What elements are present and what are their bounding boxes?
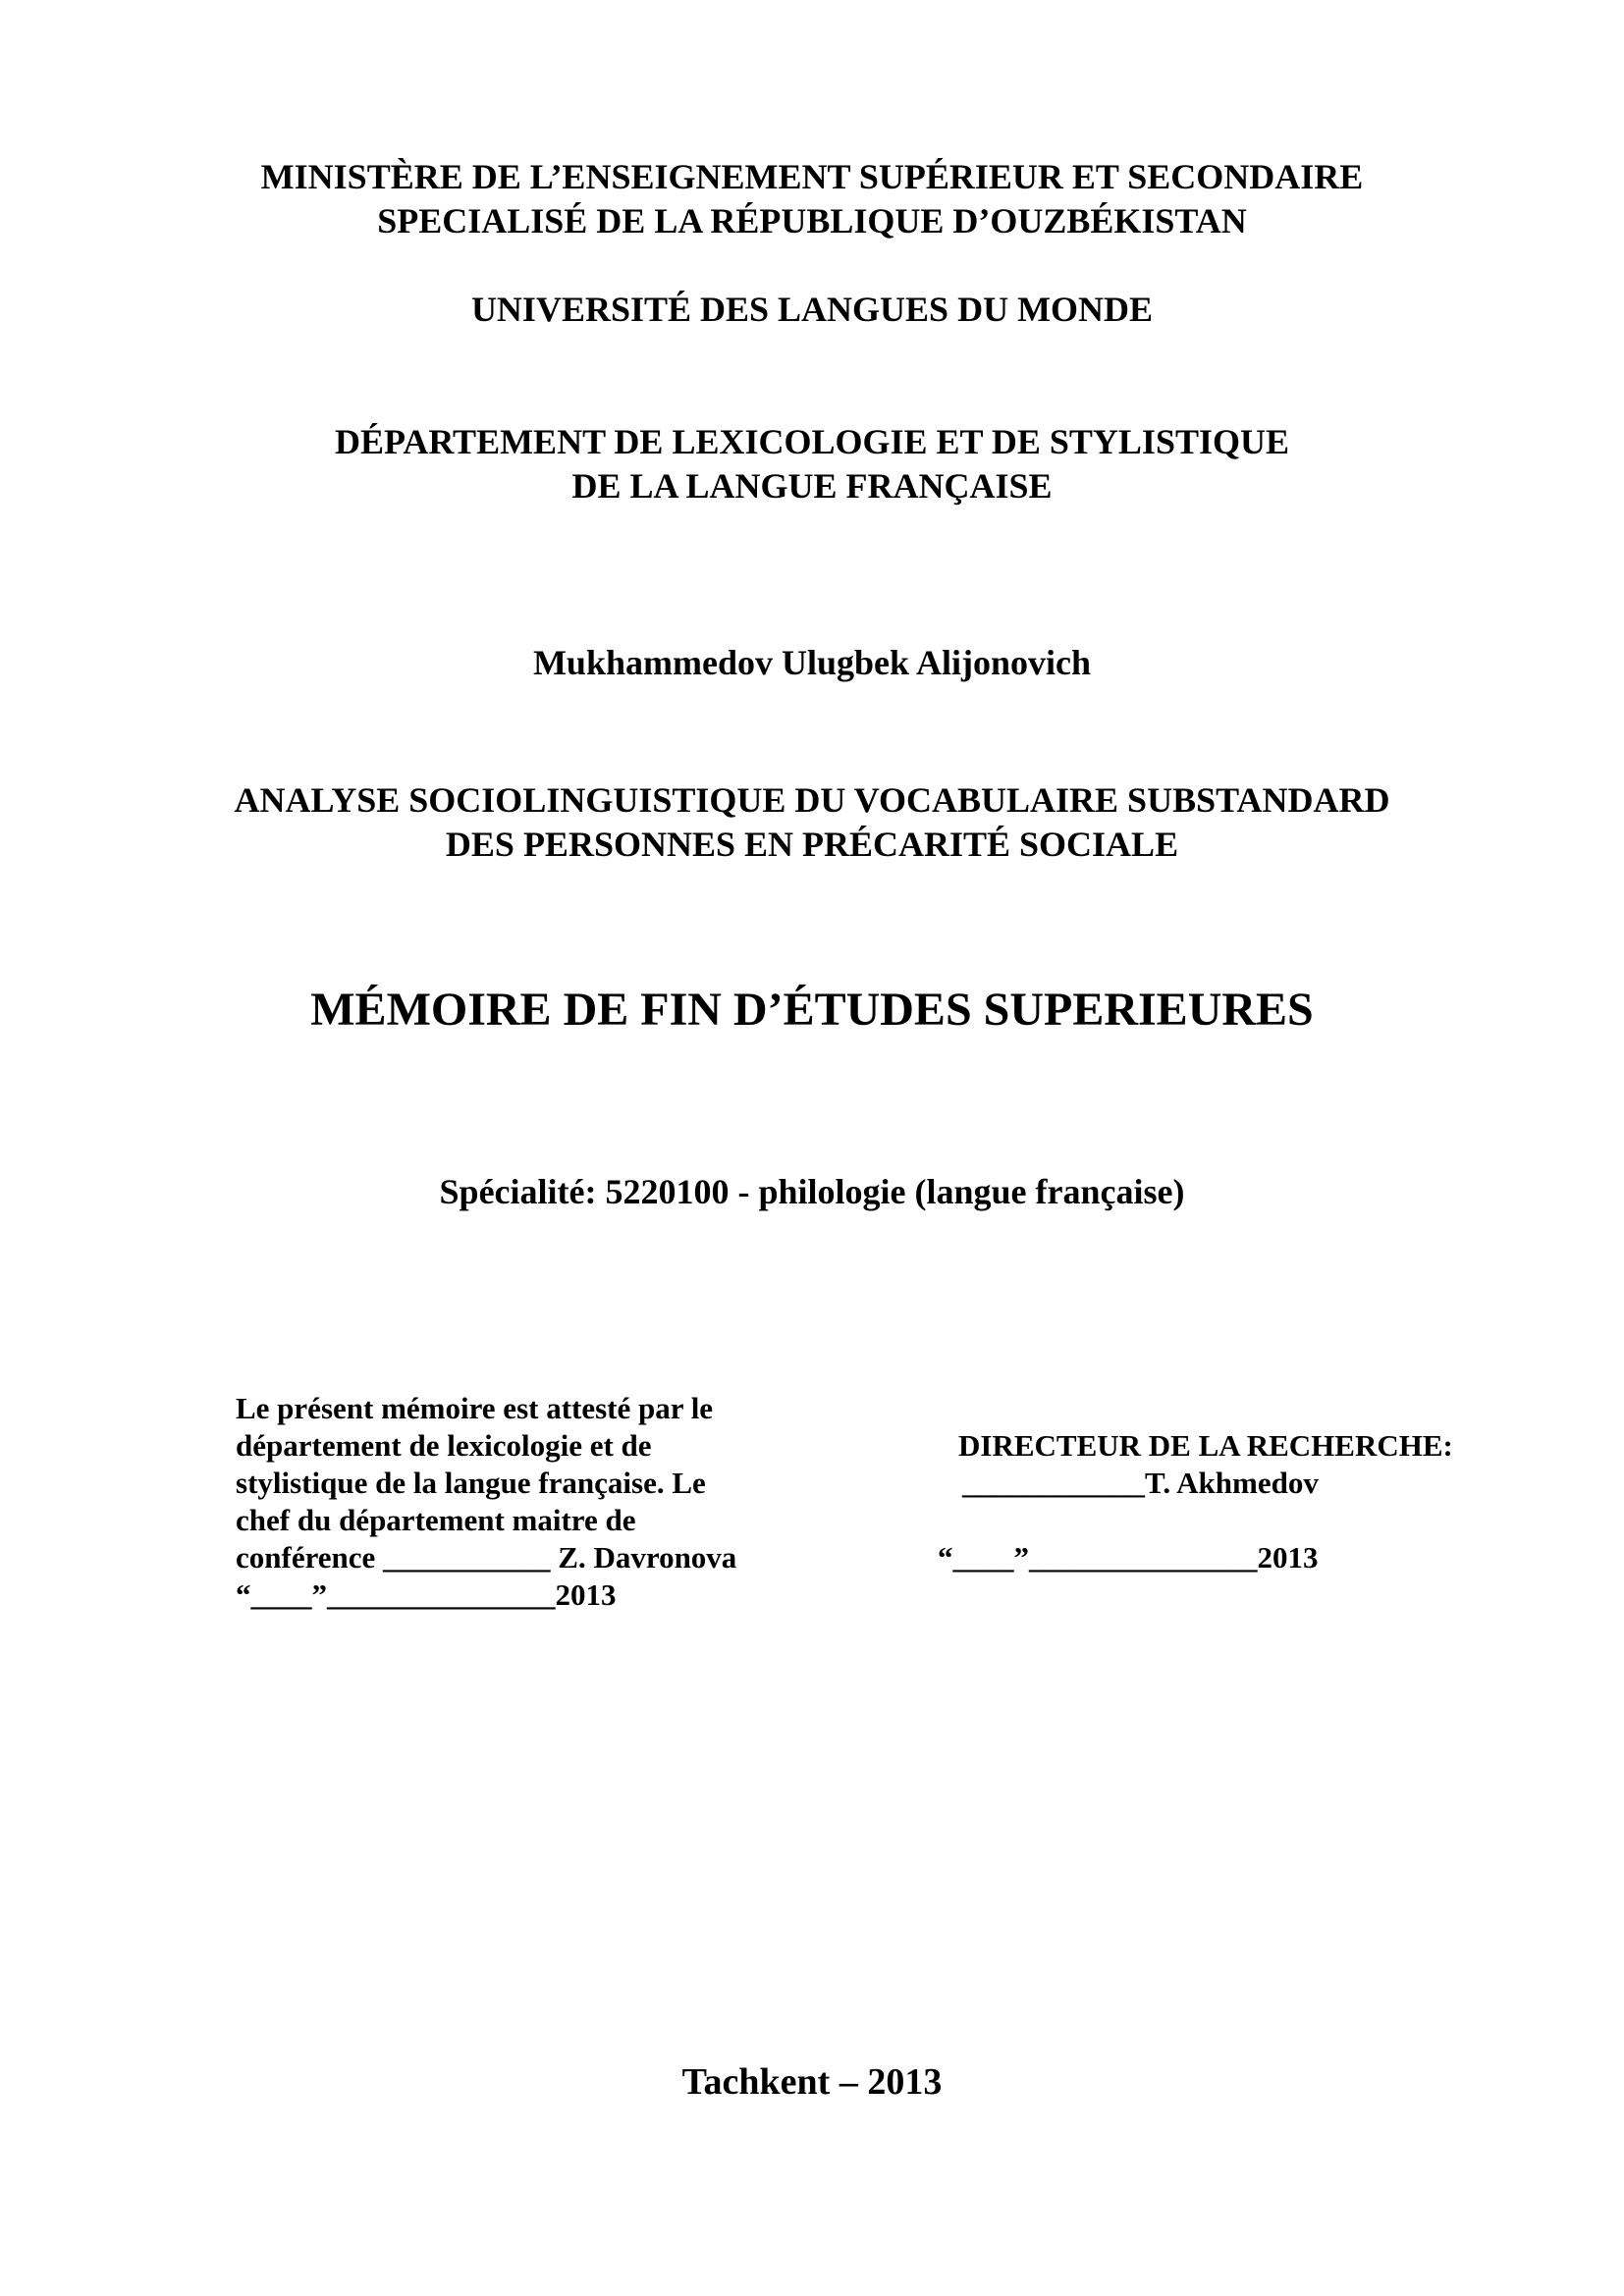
document-type-heading: MÉMOIRE DE FIN D’ÉTUDES SUPERIEURES bbox=[310, 984, 1314, 1036]
attestation-line-2: département de lexicologie et de bbox=[236, 1428, 652, 1463]
attestation-line-1: Le présent mémoire est attesté par le bbox=[236, 1391, 714, 1425]
attestation-block bbox=[236, 1390, 736, 1614]
ministry-line-1: MINISTÈRE DE L’ENSEIGNEMENT SUPÉRIEUR ET SECONDAIRE bbox=[260, 157, 1364, 196]
attestation-line-3: stylistique de la langue française. Le bbox=[236, 1466, 706, 1500]
department-line-1: DÉPARTEMENT DE LEXICOLOGIE ET DE STYLISTIQUE bbox=[335, 422, 1289, 461]
university-name: UNIVERSITÉ DES LANGUES DU MONDE bbox=[470, 290, 1154, 329]
speciality-line: Spécialité: 5220100 - philologie (langue française) bbox=[439, 1172, 1185, 1211]
place-and-year: Tachkent – 2013 bbox=[681, 2061, 943, 2103]
director-date: “____”_______________2013 bbox=[938, 1540, 1319, 1575]
ministry-line-2: SPECIALISÉ DE LA RÉPUBLIQUE D’OUZBÉKISTAN bbox=[377, 201, 1247, 240]
director-heading: DIRECTEUR DE LA RECHERCHE: bbox=[958, 1428, 1453, 1463]
attestation-line-6: “____”_______________2013 bbox=[236, 1577, 617, 1612]
thesis-title-line-1: ANALYSE SOCIOLINGUISTIQUE DU VOCABULAIRE SUBSTANDARD bbox=[234, 780, 1390, 820]
department-line-2: DE LA LANGUE FRANÇAISE bbox=[571, 466, 1053, 506]
attestation-line-4: chef du département maitre de bbox=[236, 1503, 636, 1537]
director-signature: ____________T. Akhmedov bbox=[962, 1466, 1319, 1500]
thesis-title-line-2: DES PERSONNES EN PRÉCARITÉ SOCIALE bbox=[445, 825, 1179, 864]
author-name: Mukhammedov Ulugbek Alijonovich bbox=[532, 643, 1092, 682]
attestation-line-5: conférence ___________ Z. Davronova bbox=[236, 1540, 737, 1575]
